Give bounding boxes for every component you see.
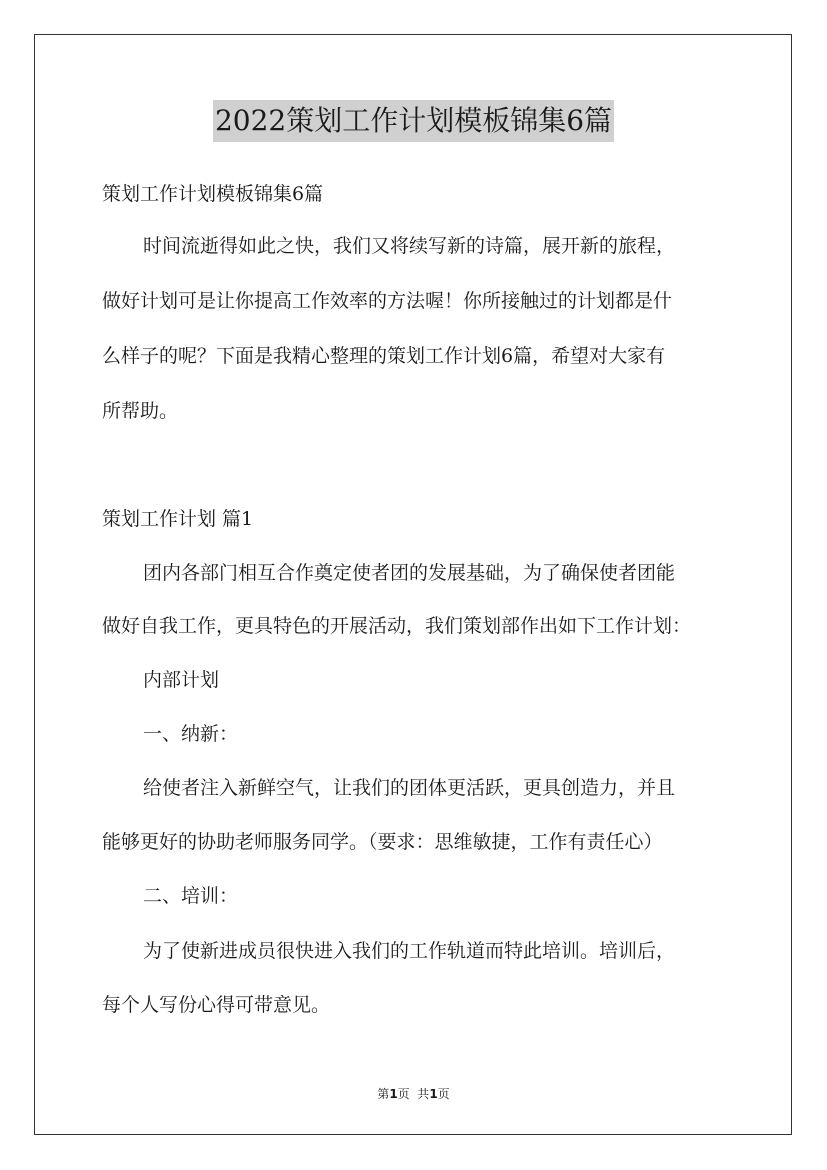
- subtitle-line: 策划工作计划模板锦集6篇: [102, 183, 324, 205]
- paragraph-line: 么样子的呢？下面是我精心整理的策划工作计划6篇，希望对大家有: [102, 345, 666, 367]
- subheading-line: 一、纳新：: [143, 723, 239, 745]
- paragraph-line: 做好计划可是让你提高工作效率的方法喔！你所接触过的计划都是什: [102, 290, 673, 312]
- subheading-line: 内部计划: [143, 669, 220, 691]
- paragraph-line: 每个人写份心得可带意见。: [102, 994, 331, 1016]
- paragraph-line: 所帮助。: [102, 400, 179, 422]
- footer-prefix: 第: [377, 1087, 390, 1101]
- paragraph-line: 团内各部门相互合作奠定使者团的发展基础，为了确保使者团能: [143, 562, 676, 584]
- section-heading: 策划工作计划 篇1: [102, 508, 254, 530]
- paragraph-line: 能够更好的协助老师服务同学。（要求：思维敏捷，工作有责任心）: [102, 831, 663, 853]
- paragraph-line: 给使者注入新鲜空气，让我们的团体更活跃，更具创造力，并且: [143, 777, 676, 799]
- document-title: [0, 100, 827, 142]
- document-title-text: 2022策划工作计划模板锦集6篇: [213, 100, 614, 142]
- total-pages-number: 1: [429, 1087, 438, 1101]
- paragraph-line: 做好自我工作，更具特色的开展活动，我们策划部作出如下工作计划：: [102, 615, 692, 637]
- footer-suffix: 页: [437, 1087, 450, 1101]
- page-footer: [0, 1085, 827, 1102]
- footer-mid: 页 共: [397, 1087, 430, 1101]
- subheading-line: 二、培训：: [143, 885, 239, 907]
- paragraph-line: 时间流逝得如此之快，我们又将续写新的诗篇，展开新的旅程，: [143, 235, 676, 257]
- current-page-number: 1: [389, 1087, 398, 1101]
- paragraph-line: 为了使新进成员很快进入我们的工作轨道而特此培训。培训后，: [143, 940, 676, 962]
